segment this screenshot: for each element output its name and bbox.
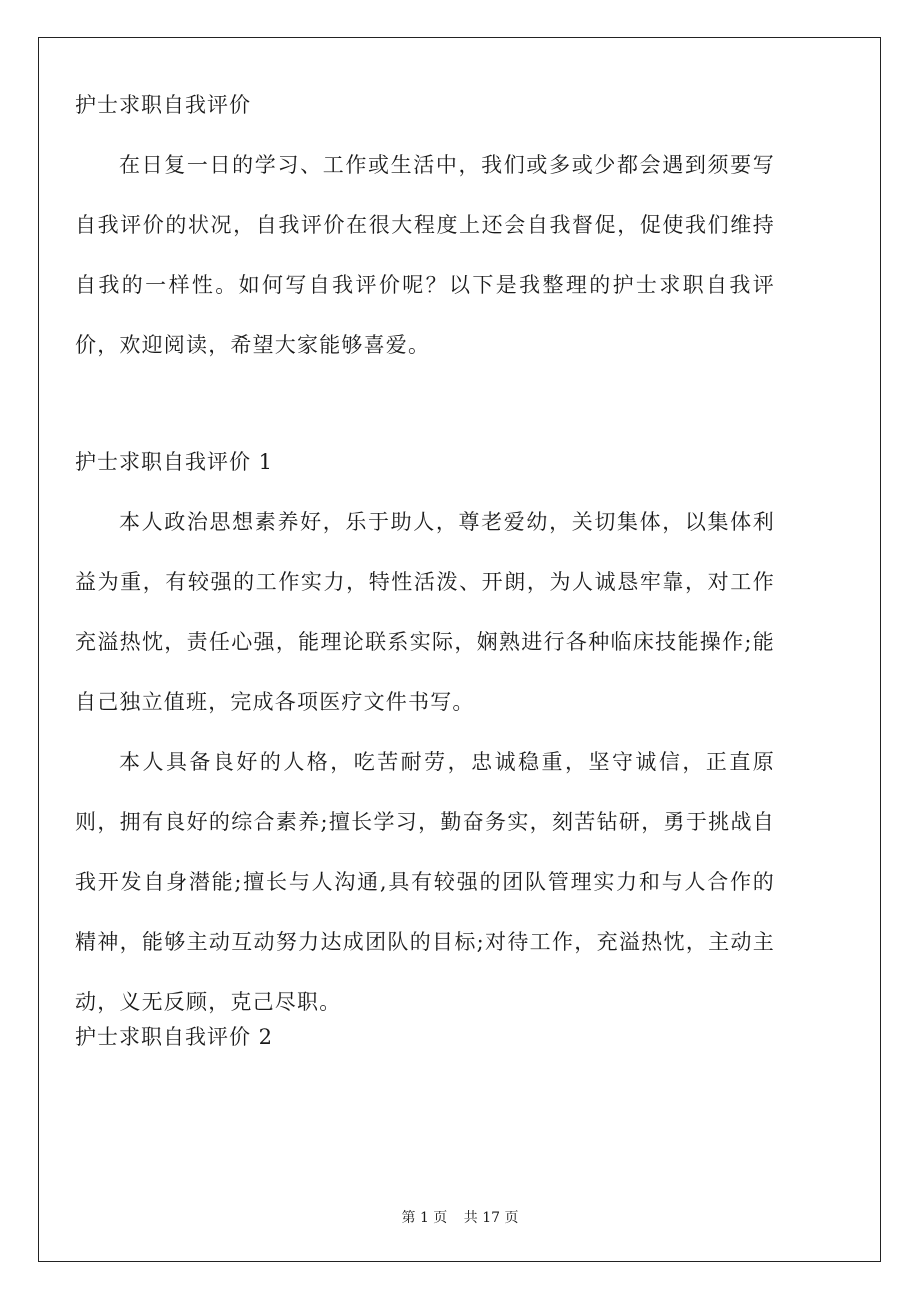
page-footer (0, 1207, 920, 1227)
document-title: 护士求职自我评价 (75, 93, 251, 117)
section-1-paragraph-2: 本人具备良好的人格，吃苦耐劳，忠诚稳重，坚守诚信，正直原则，拥有良好的综合素养;擅长学习，勤奋务实，刻苦钻研，勇于挑战自我开发自身潜能;擅长与人沟通,具有较强的团队管理实力和与人合作的精神，能够主动互动努力达成团队的目标;对待工作，充溢热忱，主动主动，义无反顾，克己尽职。 (75, 750, 775, 1014)
section-1-title: 护士求职自我评价 1 (75, 450, 274, 474)
section-1-paragraph-1: 本人政治思想素养好，乐于助人，尊老爱幼，关切集体，以集体利益为重，有较强的工作实力，特性活泼、开朗，为人诚恳牢靠，对工作充溢热忱，责任心强，能理论联系实际，娴熟进行各种临床技能操作;能自己独立值班，完成各项医疗文件书写。 (75, 510, 775, 714)
section-2-title: 护士求职自我评价 2 (75, 1025, 274, 1049)
page-number-current: 第 1 页 (401, 1210, 448, 1226)
document-body (75, 90, 775, 1062)
intro-paragraph: 在日复一日的学习、工作或生活中，我们或多或少都会遇到须要写自我评价的状况，自我评价在很大程度上还会自我督促，促使我们维持自我的一样性。如何写自我评价呢？以下是我整理的护士求职自我评价，欢迎阅读，希望大家能够喜爱。 (75, 153, 775, 357)
page-number-total: 共 17 页 (463, 1210, 519, 1226)
